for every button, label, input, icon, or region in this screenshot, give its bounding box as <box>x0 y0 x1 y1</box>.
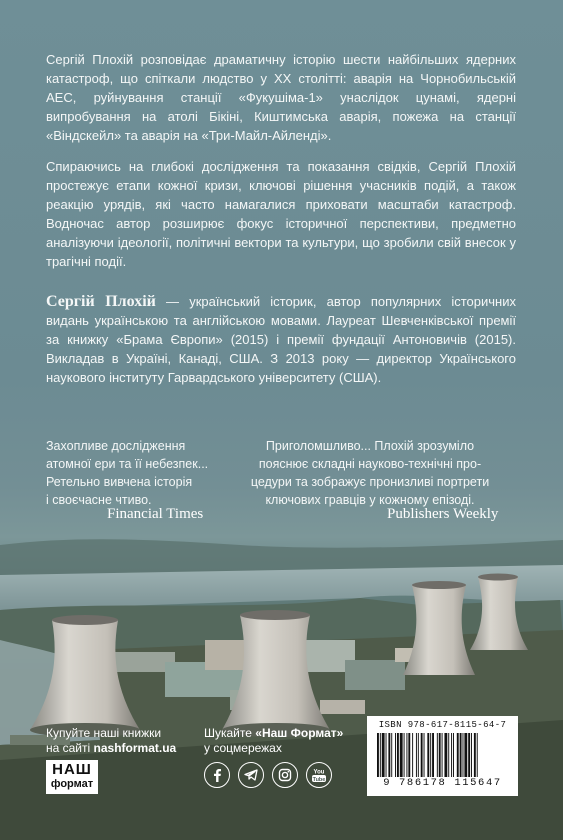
author-name: Сергій Плохій <box>46 293 156 310</box>
quote-line: атомної ери та її небезпек... <box>46 457 209 471</box>
isbn-barcode <box>367 716 518 796</box>
quote-source-publishers-weekly: Publishers Weekly <box>387 506 499 522</box>
telegram-icon[interactable] <box>238 762 264 788</box>
website-link[interactable]: nashformat.ua <box>93 741 177 755</box>
quote-line: і своєчасне чтиво. <box>46 493 152 507</box>
facebook-icon[interactable] <box>204 762 230 788</box>
logo-line-1: НАШ <box>52 761 92 778</box>
social-search-note <box>204 726 343 756</box>
quote-line: цедури та зображує пронизливі портрети <box>250 475 490 489</box>
quote-line: Ретельно вивчена історія <box>46 475 193 489</box>
instagram-icon[interactable] <box>272 762 298 788</box>
youtube-icon[interactable] <box>306 762 332 788</box>
barcode-number: 9 786178 115647 <box>383 777 502 789</box>
quote-line: ключових гравців у кожному епізоді. <box>265 493 475 507</box>
buy-line-2-prefix: на сайті <box>46 741 94 755</box>
quote-line: Захопливе дослідження <box>46 439 186 453</box>
logo-line-2: формат <box>50 778 94 790</box>
quote-line: пояснює складні науково-технічні про- <box>258 457 482 471</box>
search-prefix: Шукайте <box>204 726 256 740</box>
youtube-label-bottom: Tube <box>312 776 326 783</box>
quote-source-financial-times: Financial Times <box>107 506 204 522</box>
description-paragraph-1: Сергій Плохій розповідає драматичну історію шести найбільших ядерних катастроф, що спіткали людство у ХХ столітті: аварія на Чорнобильській АЕС, руйнування станції «Фукушіма-1» унаслідок цунамі, ядерні випробування на атолі Бікіні, Киштимська аварія, пожежа на станції «Віндскейл» та аварія на «Три-Майл-Айленді». <box>46 52 516 143</box>
youtube-label-top: You <box>313 769 325 776</box>
quote-publishers-weekly <box>236 437 504 509</box>
author-bio <box>46 292 516 387</box>
buy-books-note <box>46 726 176 756</box>
author-bio-text: — український історик, автор популярних історичних видань українською та англійською мовами. Лауреат Шевченківської премії за книжку «Брама Європи» (2015) і премії фундації Антоновичів (2015). Викладав в Україні, Канаді, США. З 2013 року — директор Українського наукового інституту Гарвардського університету (США). <box>46 294 516 385</box>
description-paragraph-2: Спираючись на глибокі дослідження та показання свідків, Сергій Плохій простежує етапи кожної кризи, ключові рішення учасників подій, а також реакцію урядів, які часто намагалися приховати масштаби катастроф. Водночас автор розширює фокус історичної перспективи, предметно аналізуючи ідеології, політичні вектори та культури, що зробили свій внесок у трагічні події. <box>46 159 516 269</box>
search-line-2: у соцмережах <box>204 741 282 755</box>
publisher-logo <box>46 760 98 794</box>
quote-financial-times <box>46 437 231 509</box>
quote-line: Приголомшливо... Плохій зрозуміло <box>265 439 475 453</box>
publisher-brand: «Наш Формат» <box>255 726 344 740</box>
barcode-bars <box>373 733 512 777</box>
isbn-text: ISBN 978-617-8115-64-7 <box>378 720 507 730</box>
buy-line-1: Купуйте наші книжки <box>46 726 162 740</box>
